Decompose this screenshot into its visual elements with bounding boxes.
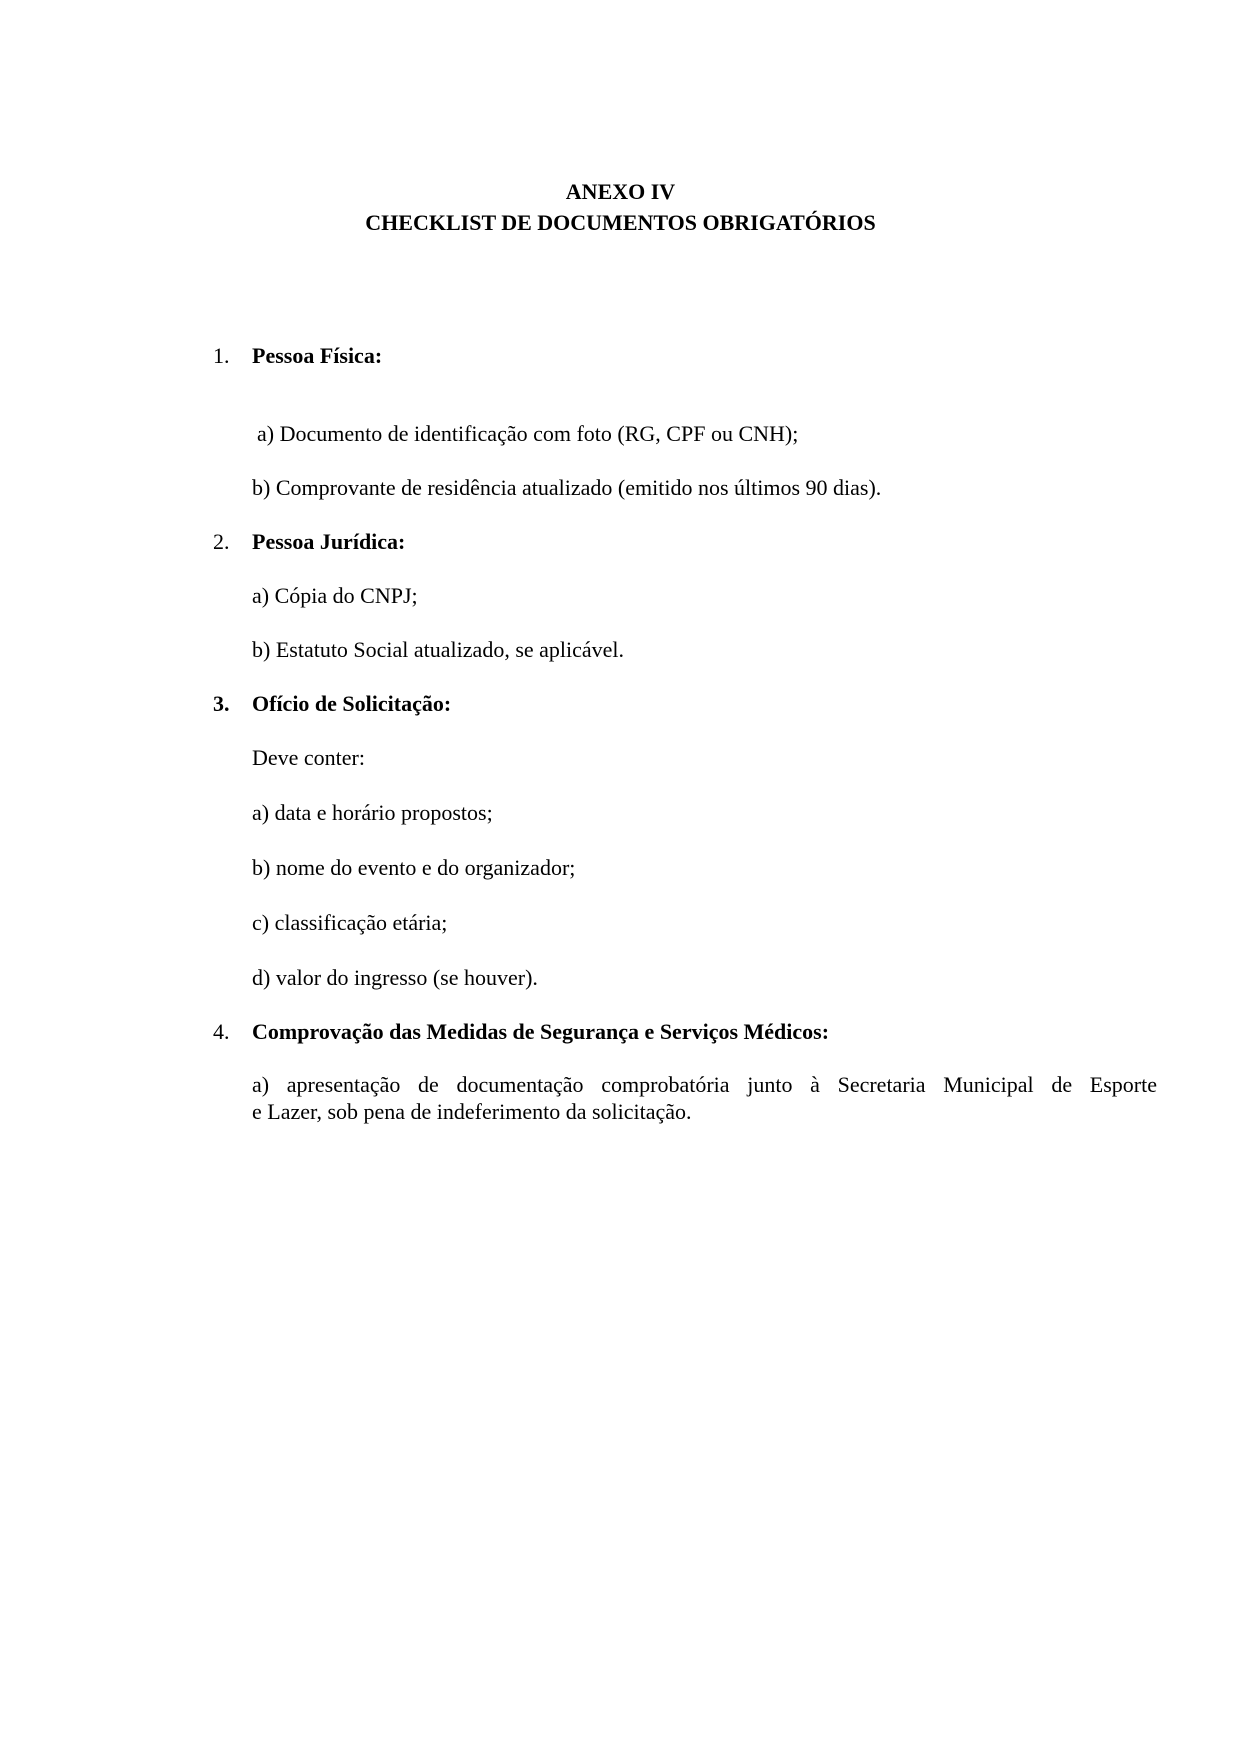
paragraph-line: e Lazer, sob pena de indeferimento da solicitação. bbox=[252, 1099, 692, 1124]
section-heading: Pessoa Física: bbox=[252, 343, 383, 368]
section-number: 2. bbox=[213, 529, 230, 554]
section-intro: Deve conter: bbox=[252, 745, 365, 770]
section-number: 3. bbox=[213, 691, 230, 716]
paragraph-line: a) apresentação de documentação comprobatória junto à Secretaria Municipal de Esporte bbox=[252, 1072, 1157, 1097]
list-item: b) Estatuto Social atualizado, se aplicável. bbox=[252, 637, 625, 662]
list-item: a) data e horário propostos; bbox=[252, 800, 493, 825]
section-heading: Ofício de Solicitação: bbox=[252, 691, 452, 716]
list-item: b) Comprovante de residência atualizado (emitido nos últimos 90 dias). bbox=[252, 475, 882, 500]
annex-title: ANEXO IV bbox=[565, 179, 676, 204]
section-number: 1. bbox=[213, 343, 230, 368]
list-item: b) nome do evento e do organizador; bbox=[252, 855, 576, 880]
section-number: 4. bbox=[213, 1019, 230, 1044]
list-item: c) classificação etária; bbox=[252, 910, 448, 935]
list-item: a) Documento de identificação com foto (RG, CPF ou CNH); bbox=[257, 421, 799, 446]
section-heading: Comprovação das Medidas de Segurança e Serviços Médicos: bbox=[252, 1019, 830, 1044]
checklist-title: CHECKLIST DE DOCUMENTOS OBRIGATÓRIOS bbox=[365, 210, 876, 235]
list-item: a) Cópia do CNPJ; bbox=[252, 583, 418, 608]
section-paragraph bbox=[252, 1071, 1157, 1125]
section-heading: Pessoa Jurídica: bbox=[252, 529, 406, 554]
list-item: d) valor do ingresso (se houver). bbox=[252, 965, 538, 990]
